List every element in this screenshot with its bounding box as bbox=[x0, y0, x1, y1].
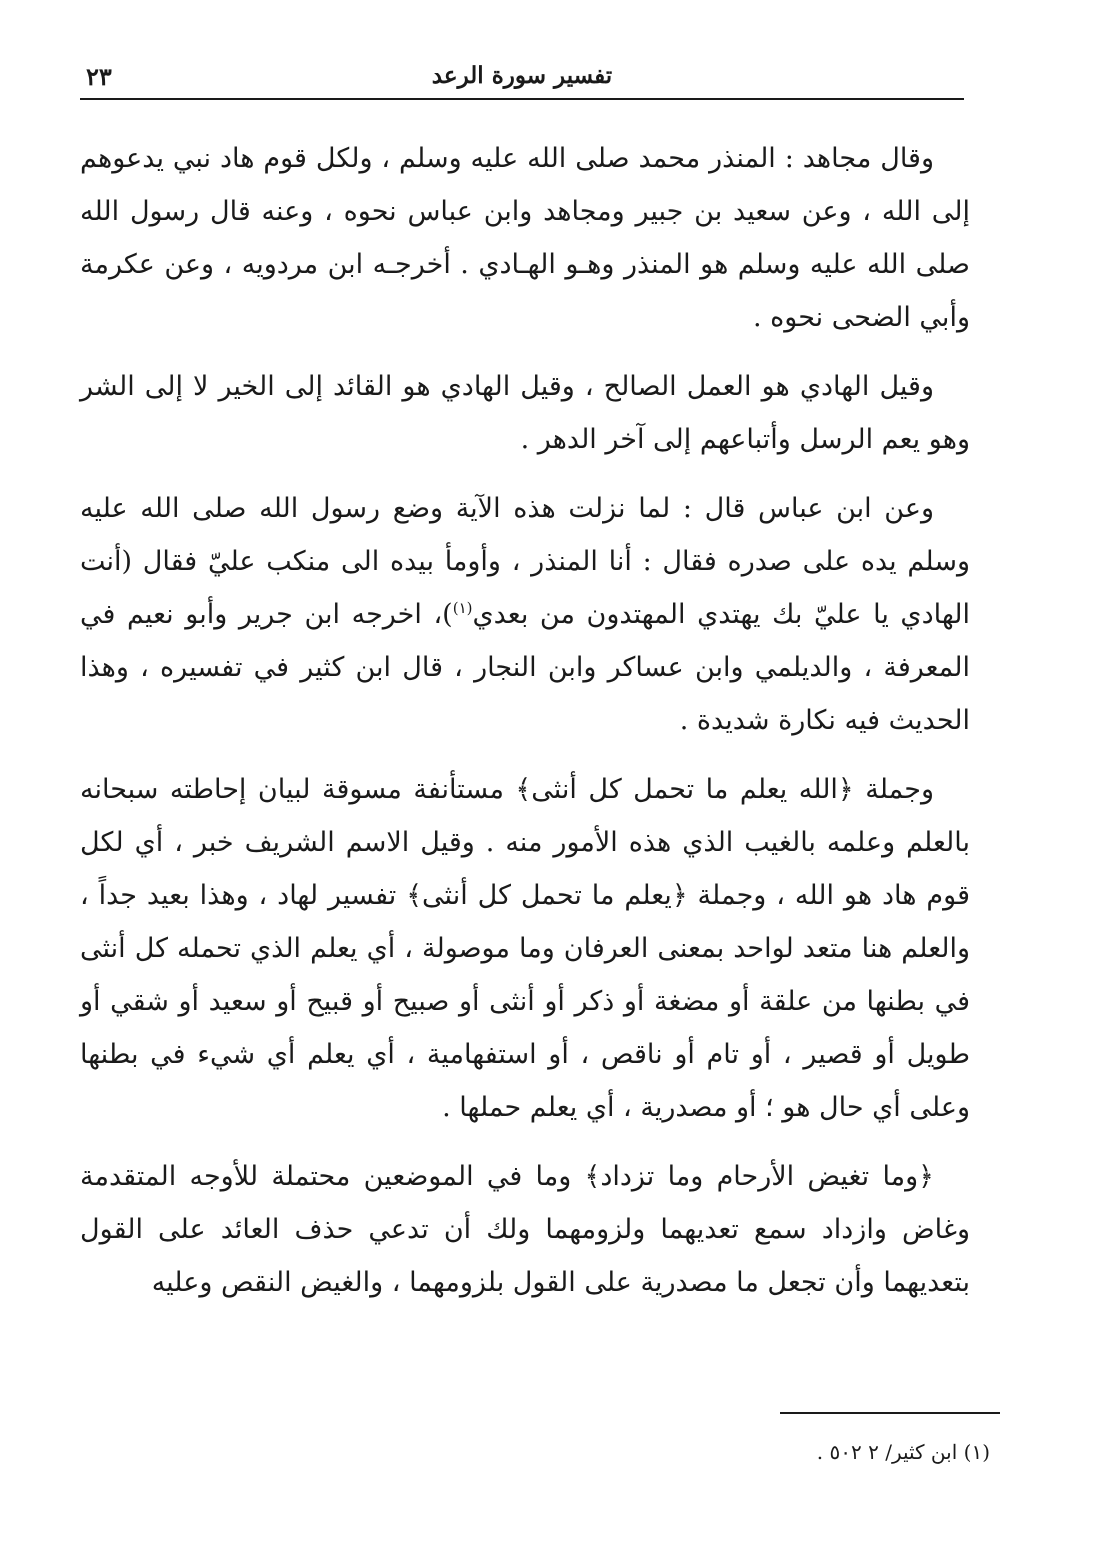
paragraph-allah-yalam: وجملة ﴿الله يعلم ما تحمل كل أنثى﴾ مستأنفة مسوقة لبيان إحاطته سبحانه بالعلم وعلمه بالغيب الذي هذه الأمور منه . وقيل الاسم الشريف خبر ، أي لكل قوم هاد هو الله ، وجملة ﴿يعلم ما تحمل كل أنثى﴾ تفسير لهاد ، وهذا بعيد جداً ، والعلم هنا متعد لواحد بمعنى العرفان وما موصولة ، أي يعلم الذي تحمله كل أنثى في بطنها من علقة أو مضغة أو ذكر أو أنثى أو صبيح أو قبيح أو سعيد أو شقي أو طويل أو قصير ، أو تام أو ناقص ، أو استفهامية ، أي يعلم أي شيء في بطنها وعلى أي حال هو ؛ أو مصدرية ، أي يعلم حملها . bbox=[80, 774, 970, 1123]
paragraph-mujahid: وقال مجاهد : المنذر محمد صلى الله عليه وسلم ، ولكل قوم هاد نبي يدعوهم إلى الله ، وعن سعيد بن جبير ومجاهد وابن عباس نحوه ، وعنه قال رسول الله صلى الله عليه وسلم هو المنذر وهـو الهـادي . أخرجـه ابن مردويه ، وعن عكرمة وأبي الضحى نحوه . bbox=[80, 143, 970, 333]
paragraph-ibn-abbas-text-1: وعن ابن عباس قال : لما نزلت هذه الآية وضع رسول الله صلى الله عليه وسلم يده على صدره فقال : أنا المنذر ، وأومأ بيده الى منكب عليّ فقال (أنت الهادي يا عليّ بك يهتدي المهتدون من بعدي bbox=[80, 493, 971, 630]
footnote-marker: (١) bbox=[452, 599, 473, 617]
page-header bbox=[80, 52, 964, 100]
footnote: (١) ابن كثير/ ٢ ٥٠٢ . bbox=[816, 1440, 990, 1464]
main-text bbox=[80, 132, 970, 1325]
footnote-divider bbox=[780, 1412, 1000, 1414]
running-title: تفسير سورة الرعد bbox=[431, 62, 613, 89]
paragraph-ibn-abbas bbox=[80, 482, 970, 747]
paragraph-hadi: وقيل الهادي هو العمل الصالح ، وقيل الهادي هو القائد إلى الخير لا إلى الشر وهو يعم الرسل وأتباعهم إلى آخر الدهر . bbox=[80, 371, 970, 455]
paragraph-ibn-abbas-text-2: )، اخرجه ابن جرير وأبو نعيم في المعرفة ، والديلمي وابن عساكر وابن النجار ، قال ابن كثير في تفسيره ، وهذا الحديث فيه نكارة شديدة . bbox=[80, 599, 970, 736]
page-number: ٢٣ bbox=[86, 62, 112, 91]
paragraph-taghid: ﴿وما تغيض الأرحام وما تزداد﴾ وما في الموضعين محتملة للأوجه المتقدمة وغاض وازداد سمع تعديهما ولزومهما ولك أن تدعي حذف العائد على القول بتعديهما وأن تجعل ما مصدرية على القول بلزومهما ، والغيض النقص وعليه bbox=[80, 1161, 970, 1298]
